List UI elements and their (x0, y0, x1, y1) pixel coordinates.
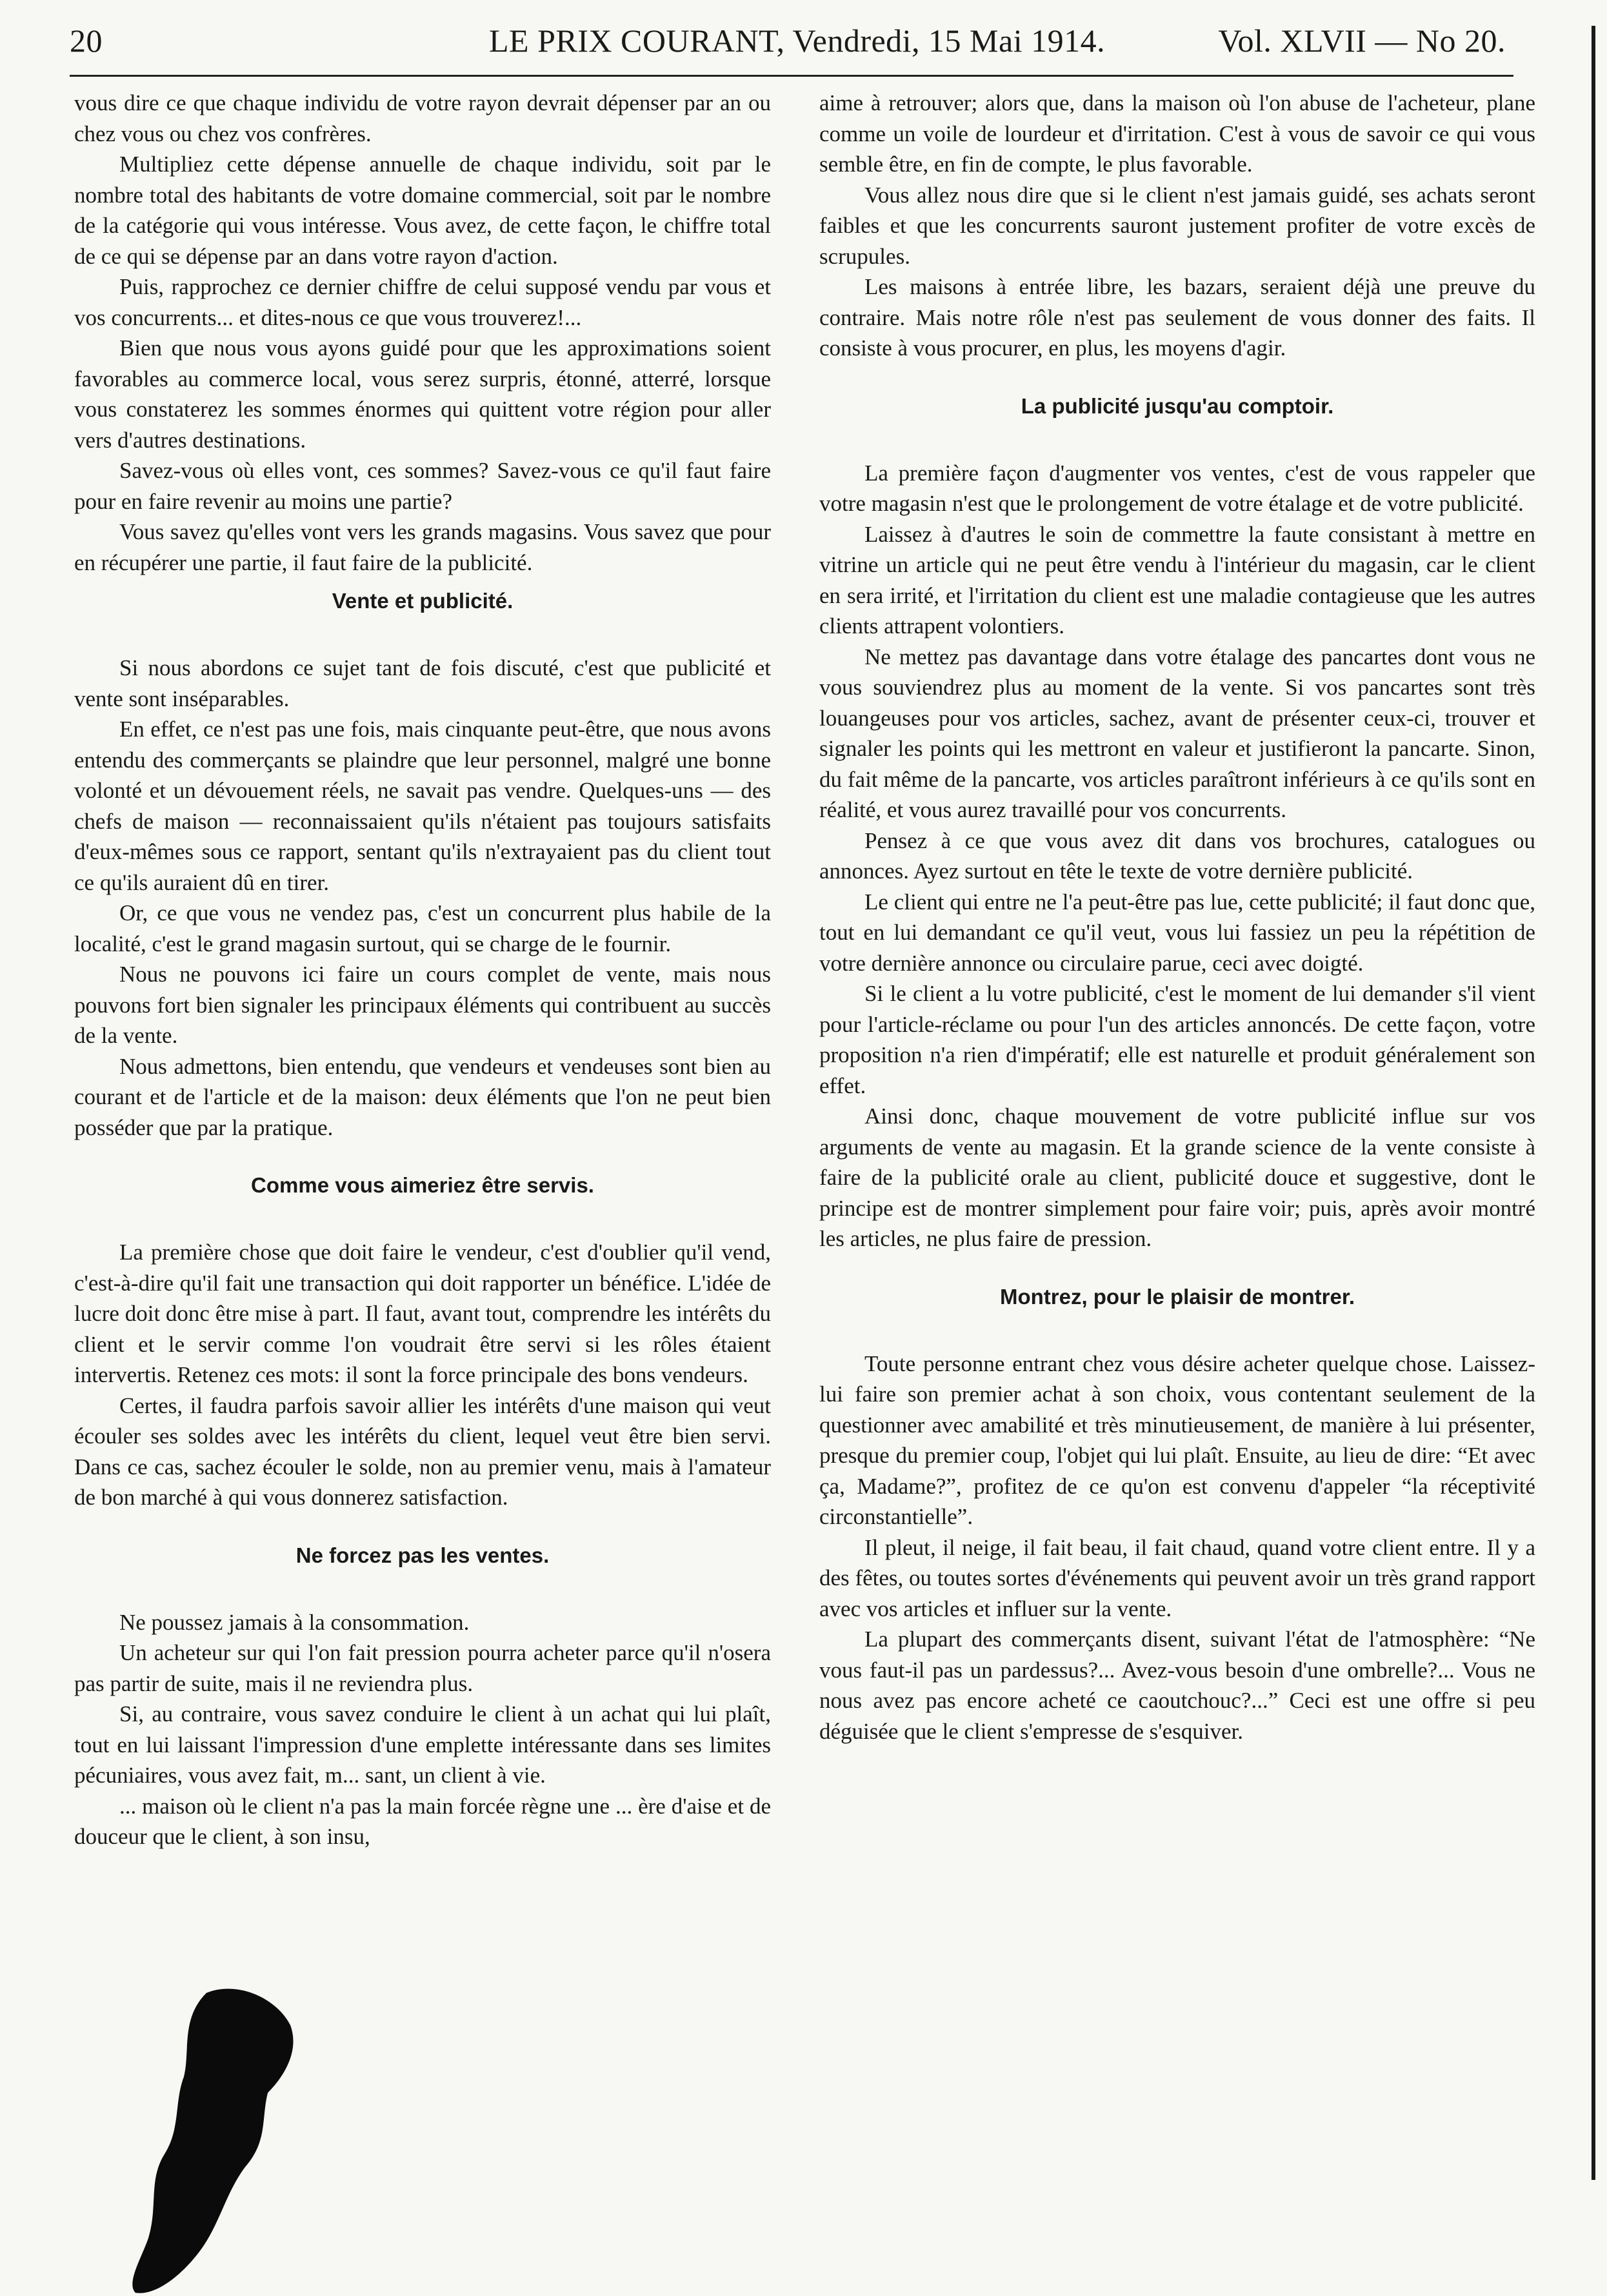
paragraph: La plupart des commerçants disent, suivant l'état de l'atmosphère: “Ne vous faut-il pas un pardessus?... Avez-vous besoin d'une ombrelle?... Vous ne nous avez pas encore acheté ce caoutchouc?...” Ceci est une offre si peu déguisée que le client s'empresse de s'esquiver. (819, 1627, 1535, 1744)
paragraph: La première chose que doit faire le vendeur, c'est d'oublier qu'il vend, c'est-à-dire qu'il fait une transaction qui doit rapporter un bénéfice. L'idée de lucre doit donc être mise à part. Il faut, avant tout, comprendre les intérêts du client et le servir comme l'on voudrait être servi si les rôles étaient intervertis. Retenez ces mots: il sont la force principale des bons vendeurs. (74, 1240, 771, 1387)
paragraph: Pensez à ce que vous avez dit dans vos brochures, catalogues ou annonces. Ayez surtout en tête le texte de votre dernière publicité. (819, 827, 1535, 884)
paragraph: Il pleut, il neige, il fait beau, il fait chaud, quand votre client entre. Il y a des fêtes, ou toutes sortes d'événements qui peuvent avoir un très grand rapport avec vos articles et influer sur la vente. (819, 1534, 1535, 1621)
section-heading: La publicité jusqu'au comptoir. (1021, 393, 1334, 418)
paragraph: Un acheteur sur qui l'on fait pression pourra acheter parce qu'il n'osera pas partir de suite, mais il ne reviendra plus. (74, 1640, 771, 1696)
section-heading: Vente et publicité. (332, 589, 514, 613)
paragraph: Ne mettez pas davantage dans votre étalage des pancartes dont vous ne vous souviendrez plus au moment de la vente. Si vos pancartes sont très louangeuses pour vos articles, sachez, avant de présenter ceux-ci, trouver et signaler les points qui les mettront en valeur et justifieront la pancarte. Sinon, du fait même de la pancarte, vos articles paraîtront inférieurs à ce qu'ils sont en réalité, et vous aurez travaillé pour vos concurrents. (819, 644, 1535, 822)
page-header (70, 22, 1506, 67)
paragraph: Vous savez qu'elles vont vers les grands magasins. Vous savez que pour en récupérer une partie, il faut faire de la publicité. (74, 519, 771, 575)
paragraph: Or, ce que vous ne vendez pas, c'est un concurrent plus habile de la localité, c'est le grand magasin surtout, qui se charge de le fournir. (74, 900, 771, 956)
paragraph: Si le client a lu votre publicité, c'est le moment de lui demander s'il vient pour l'article-réclame ou pour l'un des articles annoncés. De cette façon, votre proposition n'a rien d'impératif; elle est naturelle et produit généralement son effet. (819, 981, 1535, 1098)
volume-number: Vol. XLVII — No 20. (1218, 23, 1506, 59)
header-rule (70, 75, 1513, 77)
section-heading: Ne forcez pas les ventes. (295, 1543, 550, 1567)
paragraph: Certes, il faudra parfois savoir allier les intérêts d'une maison qui veut écouler ses soldes avec les intérêts du client, lequel veut être bien servi. Dans ce cas, sachez écouler le solde, non au premier venu, mais à l'amateur de bon marché à qui vous donnerez satisfaction. (74, 1392, 771, 1510)
paragraph: Multipliez cette dépense annuelle de chaque individu, soit par le nombre total des habitants de votre domaine commercial, soit par le nombre de la catégorie qui vous intéresse. Vous avez, de cette façon, le chiffre total de ce qui se dépense par an dans votre rayon d'action. (74, 152, 771, 269)
paragraph: Si nous abordons ce sujet tant de fois discuté, c'est que publicité et vente sont inséparables. (74, 655, 771, 711)
paragraph: aime à retrouver; alors que, dans la maison où l'on abuse de l'acheteur, plane comme un voile de lourdeur et d'irritation. C'est à vous de savoir ce qui vous semble être, en fin de compte, le plus favorable. (819, 90, 1535, 177)
paragraph: Puis, rapprochez ce dernier chiffre de celui supposé vendu par vous et vos concurrents... et dites-nous ce que vous trouverez!... (74, 274, 771, 330)
paragraph: Si, au contraire, vous savez conduire le client à un achat qui lui plaît, tout en lui laissant l'impression d'une emplette intéressante dans ses limites pécuniaires, vous avez fait, m... sant, un client à vie. (74, 1701, 771, 1788)
paragraph: vous dire ce que chaque individu de votre rayon devrait dépenser par an ou chez vous ou chez vos confrères. (74, 90, 771, 146)
paragraph: Laissez à d'autres le soin de commettre la faute consistant à mettre en vitrine un article qui ne peut être vendu à l'intérieur du magasin, car le client en sera irrité, et l'irritation du client est une maladie contagieuse que les autres clients attrapent volontiers. (819, 521, 1535, 638)
paragraph: Nous admettons, bien entendu, que vendeurs et vendeuses sont bien au courant et de l'article et de la maison: deux éléments que l'on ne peut bien posséder que par la pratique. (74, 1053, 771, 1140)
ink-stain (129, 1980, 323, 2296)
paragraph: En effet, ce n'est pas une fois, mais cinquante peut-être, que nous avons entendu des commerçants se plaindre que leur personnel, malgré une bonne volonté et un dévouement réels, ne savait pas vendre. Quelques-uns — des chefs de maison — reconnaissaient qu'ils n'étaient pas toujours satisfaits d'eux-mêmes sous ce rapport, sentant qu'ils n'extrayaient pas du client tout ce qu'ils auraient dû en tirer. (74, 717, 771, 895)
section-heading: Comme vous aimeriez être servis. (251, 1173, 594, 1197)
paragraph: Vous allez nous dire que si le client n'est jamais guidé, ses achats seront faibles et que les concurrents sauront justement profiter de votre excès de scrupules. (819, 182, 1535, 269)
paragraph: ... maison où le client n'a pas la main forcée règne une ... ère d'aise et de douceur que le client, à son insu, (74, 1793, 771, 1849)
section-heading: Montrez, pour le plaisir de montrer. (999, 1284, 1355, 1309)
paragraph: Le client qui entre ne l'a peut-être pas lue, cette publicité; il faut donc que, tout en lui demandant ce qu'il veut, vous lui fassiez un peu la répétition de votre dernière annonce ou circulaire parue, ceci avec doigté. (819, 889, 1535, 976)
paragraph: Nous ne pouvons ici faire un cours complet de vente, mais nous pouvons fort bien signaler les principaux éléments qui contribuent au succès de la vente. (74, 962, 771, 1048)
page-number: 20 (70, 23, 103, 59)
right-column (819, 88, 1535, 1747)
left-column (74, 88, 771, 1852)
paragraph: Toute personne entrant chez vous désire acheter quelque chose. Laissez-lui faire son premier achat à son choix, vous contentant seulement de la questionner avec amabilité et très minutieusement, de manière à lui présenter, presque du premier coup, l'objet qui lui plaît. Ensuite, au lieu de dire: “Et avec ça, Madame?”, profitez de ce qu'on est convenu d'appeler “la réceptivité circonstantielle”. (819, 1351, 1535, 1529)
paragraph: Ne poussez jamais à la consommation. (119, 1609, 470, 1635)
paragraph: Les maisons à entrée libre, les bazars, seraient déjà une preuve du contraire. Mais notre rôle n'est pas seulement de vous donner des faits. Il consiste à vous procurer, en plus, les moyens d'agir. (819, 274, 1535, 361)
paragraph: Bien que nous vous ayons guidé pour que les approximations soient favorables au commerce local, vous serez surpris, étonné, atterré, lorsque vous constaterez les sommes énormes qui quittent votre région pour aller vers d'autres destinations. (74, 335, 771, 453)
paragraph: La première façon d'augmenter vos ventes, c'est de vous rappeler que votre magasin n'est que le prolongement de votre étalage et de votre publicité. (819, 460, 1535, 516)
page-edge-shadow (1592, 26, 1595, 2180)
publication-title: LE PRIX COURANT, Vendredi, 15 Mai 1914. (489, 23, 1106, 59)
paragraph: Ainsi donc, chaque mouvement de votre publicité influe sur vos arguments de vente au magasin. Et la grande science de la vente consiste à faire de la publicité orale au client, publicité douce et suggestive, dont le principe est de montrer simplement pour faire voir; puis, après avoir montré les articles, ne plus faire de pression. (819, 1103, 1535, 1251)
paragraph: Savez-vous où elles vont, ces sommes? Savez-vous ce qu'il faut faire pour en faire revenir au moins une partie? (74, 458, 771, 514)
